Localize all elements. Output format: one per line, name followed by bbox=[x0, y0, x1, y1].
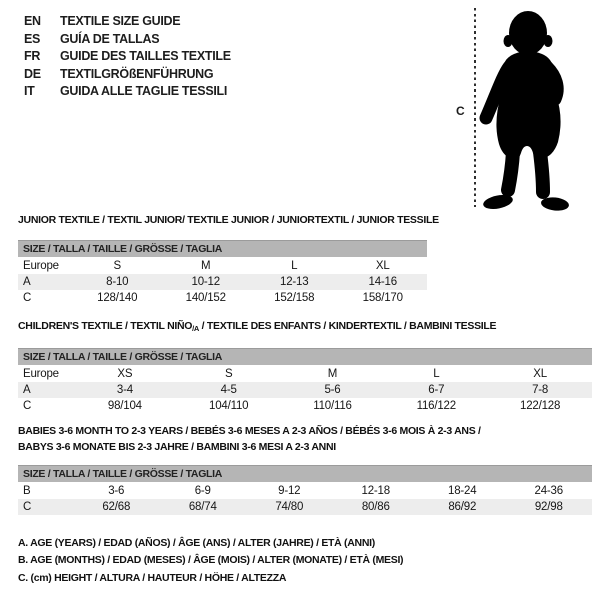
language-code: ES bbox=[24, 31, 41, 46]
table-row bbox=[18, 258, 427, 274]
language-label: GUÍA DE TALLAS bbox=[60, 31, 160, 46]
size-cell: 7-8 bbox=[532, 384, 549, 396]
language-row bbox=[24, 13, 231, 31]
size-cell: 4-5 bbox=[220, 384, 237, 396]
language-label: GUIDA ALLE TAGLIE TESSILI bbox=[60, 84, 228, 98]
size-cell: XS bbox=[117, 368, 133, 380]
children-size-table bbox=[18, 348, 592, 414]
size-cell: 6-9 bbox=[194, 485, 211, 497]
babies-size-table bbox=[18, 465, 592, 515]
size-cell: 12-18 bbox=[361, 485, 390, 497]
language-row bbox=[24, 31, 231, 49]
language-row bbox=[24, 48, 231, 66]
table-row bbox=[18, 499, 592, 515]
size-cell: XL bbox=[375, 260, 390, 272]
size-cell: 8-10 bbox=[106, 276, 129, 288]
section-title-text: CHILDREN'S TEXTILE / TEXTIL NIÑO bbox=[18, 320, 193, 332]
junior-section-title bbox=[18, 212, 468, 228]
language-label: GUIDE DES TAILLES TEXTILE bbox=[60, 49, 231, 63]
size-cell: 6-7 bbox=[428, 384, 445, 396]
language-label: TEXTILGRÖßENFÜHRUNG bbox=[60, 66, 214, 81]
table-row bbox=[18, 398, 592, 414]
size-cell: L bbox=[433, 368, 440, 380]
table-row bbox=[18, 366, 592, 382]
section-title-text: BABIES 3-6 MONTH TO 2-3 YEARS / BEBÉS 3-6 MESES A 2-3 AÑOS / BÉBÉS 3-6 MOIS À 2-3 ANS / bbox=[18, 425, 481, 437]
table-row bbox=[18, 290, 427, 306]
size-cell: S bbox=[224, 368, 233, 380]
language-label: TEXTILE SIZE GUIDE bbox=[60, 14, 181, 28]
language-code: DE bbox=[24, 66, 41, 81]
size-cell: 140/152 bbox=[185, 292, 226, 304]
size-cell: 122/128 bbox=[520, 400, 561, 412]
size-cell: 158/170 bbox=[362, 292, 403, 304]
language-row bbox=[24, 66, 231, 84]
size-cell: 18-24 bbox=[448, 485, 477, 497]
language-code: IT bbox=[24, 84, 35, 98]
size-cell: 3-4 bbox=[116, 384, 133, 396]
row-label: C bbox=[23, 292, 32, 304]
row-label: A bbox=[23, 276, 31, 288]
row-label: A bbox=[23, 384, 31, 396]
size-cell: 74/80 bbox=[275, 501, 304, 513]
table-row bbox=[18, 483, 592, 499]
row-label: B bbox=[23, 485, 31, 497]
size-cell: 128/140 bbox=[97, 292, 138, 304]
size-header-bar: SIZE / TALLA / TAILLE / GRÖSSE / TAGLIA bbox=[18, 348, 592, 365]
size-cell: 98/104 bbox=[107, 400, 142, 412]
size-cell: 116/122 bbox=[416, 400, 456, 412]
legend-line-b: B. AGE (MONTHS) / EDAD (MESES) / ÂGE (MOIS) / ALTER (MONATE) / ETÀ (MESI) bbox=[18, 554, 404, 567]
section-title-text: /A bbox=[192, 324, 200, 333]
row-label: Europe bbox=[23, 368, 59, 380]
size-cell: 104/110 bbox=[209, 400, 249, 412]
size-cell: L bbox=[291, 260, 298, 272]
row-label: Europe bbox=[23, 260, 59, 272]
section-title-text: JUNIOR TEXTILE / TEXTIL JUNIOR/ TEXTILE JUNIOR / JUNIORTEXTIL / JUNIOR TESSILE bbox=[18, 214, 439, 226]
legend bbox=[18, 535, 403, 587]
size-cell: 62/68 bbox=[102, 501, 131, 513]
size-cell: 86/92 bbox=[448, 501, 477, 513]
legend-line-a: A. AGE (YEARS) / EDAD (AÑOS) / ÂGE (ANS) / ALTER (JAHRE) / ETÀ (ANNI) bbox=[18, 537, 375, 549]
language-row bbox=[24, 83, 231, 101]
size-cell: 92/98 bbox=[534, 501, 563, 513]
babies-section-title bbox=[18, 423, 523, 455]
size-header-bar: SIZE / TALLA / TAILLE / GRÖSSE / TAGLIA bbox=[18, 240, 427, 257]
size-cell: 12-13 bbox=[280, 276, 309, 288]
junior-size-table bbox=[18, 240, 427, 306]
size-cell: 152/158 bbox=[274, 292, 315, 304]
language-code: FR bbox=[24, 49, 41, 63]
section-title-text: / TEXTILE DES ENFANTS / KINDERTEXTIL / BAMBINI TESSILE bbox=[199, 320, 497, 332]
legend-line-c: C. (cm) HEIGHT / ALTURA / HAUTEUR / HÖHE / ALTEZZA bbox=[18, 571, 287, 584]
size-cell: 24-36 bbox=[534, 485, 563, 497]
toddler-silhouette-figure bbox=[470, 0, 600, 215]
row-label: C bbox=[23, 400, 32, 412]
height-measure-label: C bbox=[456, 104, 465, 118]
size-cell: 5-6 bbox=[324, 384, 341, 396]
table-row bbox=[18, 274, 427, 290]
size-cell: 14-16 bbox=[368, 276, 397, 288]
size-cell: XL bbox=[533, 368, 547, 380]
size-cell: 68/74 bbox=[188, 501, 217, 513]
section-title-text: BABYS 3-6 MONATE BIS 2-3 JAHRE / BAMBINI 3-6 MESI A 2-3 ANNI bbox=[18, 441, 336, 453]
row-label: C bbox=[23, 501, 32, 513]
children-section-title bbox=[18, 318, 563, 337]
size-cell: 3-6 bbox=[108, 485, 125, 497]
table-row bbox=[18, 382, 592, 398]
size-cell: 80/86 bbox=[361, 501, 390, 513]
size-cell: M bbox=[327, 368, 338, 380]
size-cell: S bbox=[113, 260, 121, 272]
size-cell: 110/116 bbox=[313, 400, 352, 412]
size-header-bar: SIZE / TALLA / TAILLE / GRÖSSE / TAGLIA bbox=[18, 465, 592, 482]
size-cell: 9-12 bbox=[278, 485, 301, 497]
language-code: EN bbox=[24, 14, 41, 28]
size-cell: M bbox=[201, 260, 211, 272]
language-list bbox=[24, 13, 231, 101]
size-cell: 10-12 bbox=[191, 276, 220, 288]
